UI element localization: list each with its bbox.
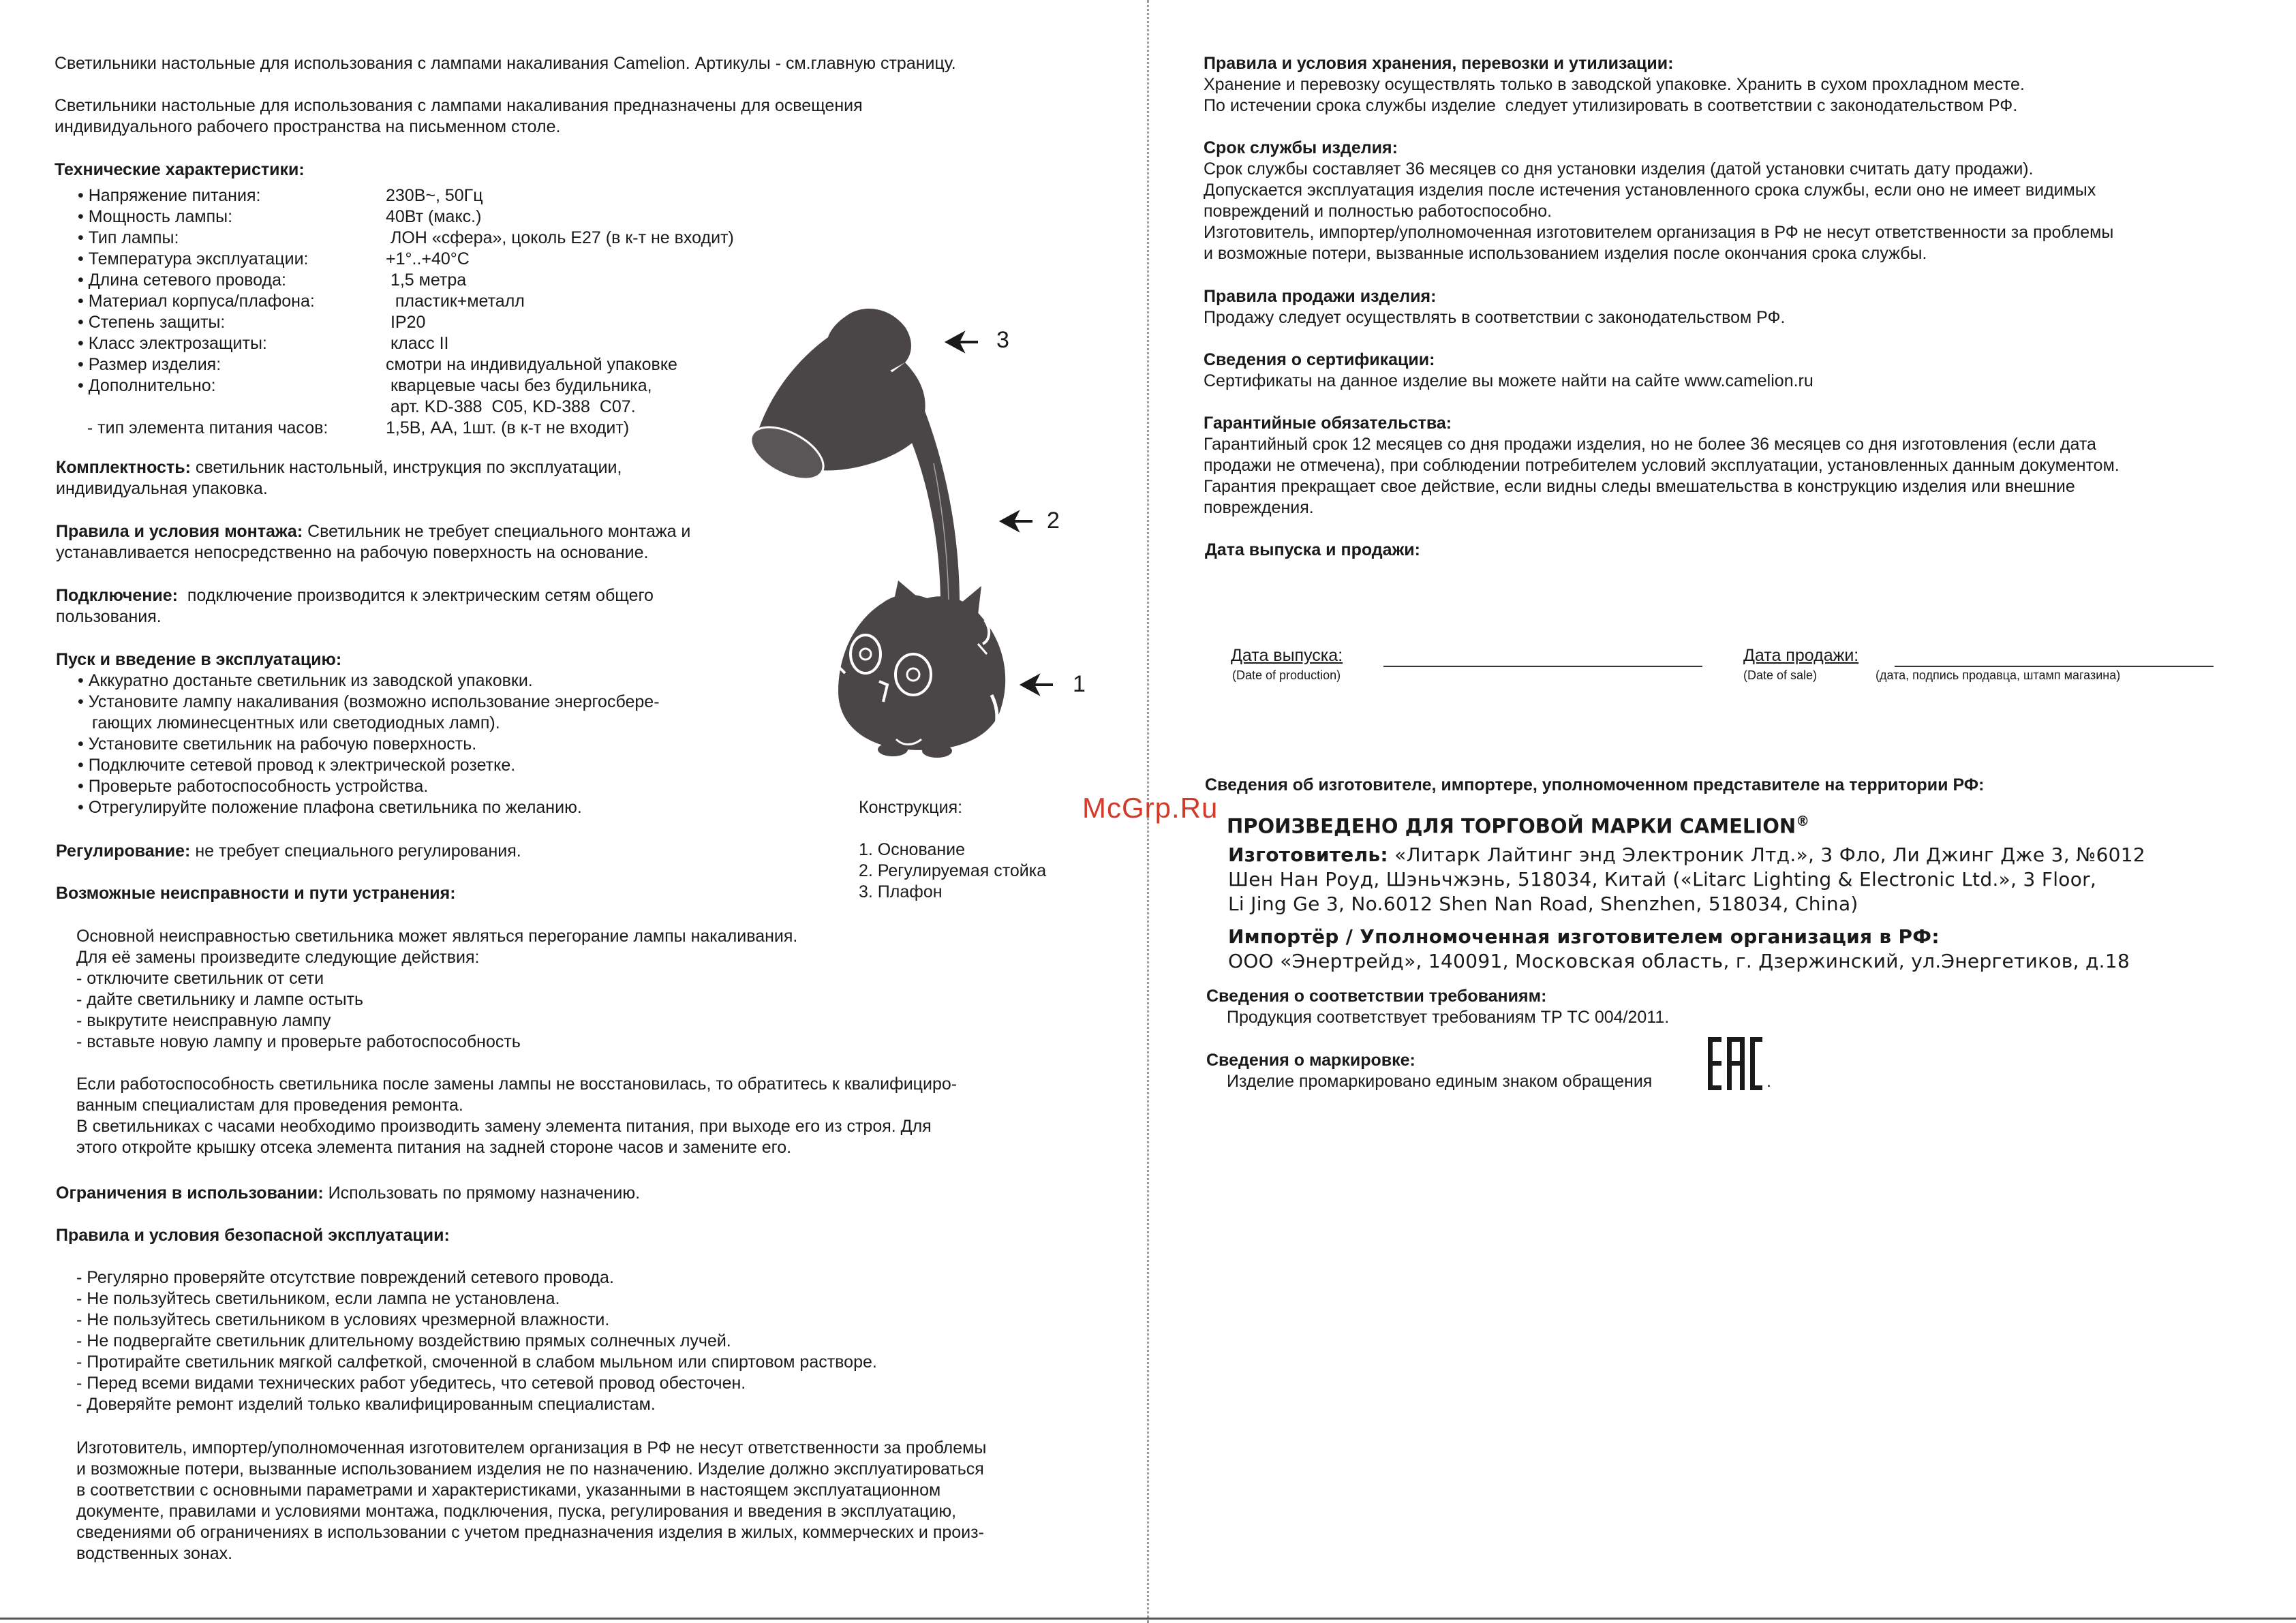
limits-text: Использовать по прямому назначению. xyxy=(323,1184,641,1203)
marking-text: Изделие промаркировано единым знаком обращения xyxy=(1227,1072,1653,1091)
start-list-item: • Установите лампу накаливания (возможно использование энергосбере- xyxy=(78,692,660,711)
dates-heading: Дата выпуска и продажи: xyxy=(1205,540,1420,559)
faults-line: этого откройте крышку отсека элемента питания на задней стороне часов и замените его. xyxy=(76,1138,792,1157)
made-for-line xyxy=(1227,808,1809,839)
life-line: и возможные потери, вызванные использованием изделия после окончания срока службы. xyxy=(1204,244,1927,263)
spec-label: • Дополнительно: xyxy=(78,376,216,395)
lamp-illustration xyxy=(743,300,1111,777)
faults-line: В светильниках с часами необходимо производить замену элемента питания, при выходе его из строя. Для xyxy=(76,1117,932,1136)
production-date-label: Дата выпуска: xyxy=(1231,646,1343,665)
safety-rule: - Не подвергайте светильник длительному воздействию прямых солнечных лучей. xyxy=(76,1331,731,1350)
disclaimer-line: сведениями об ограничениях в использовании с учетом предназначения изделия в жилых, коммерческих и произ- xyxy=(76,1523,984,1542)
storage-text-1: Хранение и перевозку осуществлять только в заводской упаковке. Хранить в сухом прохладном месте. xyxy=(1204,75,2025,94)
spec-value: 40Вт (макс.) xyxy=(386,207,482,226)
made-for-text: ПРОИЗВЕДЕНО ДЛЯ ТОРГОВОЙ МАРКИ CAMELION xyxy=(1227,814,1796,838)
sale-date-label: Дата продажи: xyxy=(1743,646,1859,665)
intro-line-2a: Светильники настольные для использования с лампами накаливания предназначены для освещения xyxy=(55,96,863,115)
faults-line: Для её замены произведите следующие действия: xyxy=(76,948,480,967)
faults-line: - дайте светильнику и лампе остыть xyxy=(76,990,364,1009)
figure-caption-2: 2. Регулируемая стойка xyxy=(859,861,1047,880)
faults-line: - выкрутите неисправную лампу xyxy=(76,1011,331,1030)
importer-label: Импортёр / Уполномоченная изготовителем организация в РФ: xyxy=(1228,925,1940,948)
spec-value: кварцевые часы без будильника, xyxy=(386,376,652,395)
spec-value: смотри на индивидуальной упаковке xyxy=(386,355,677,374)
spec-value: арт. KD-388 C05, KD-388 C07. xyxy=(386,397,636,416)
maker-text-2: Шен Нан Роуд, Шэньчжэнь, 518034, Китай («Litarc Lighting & Electronic Ltd.», 3 Floor, xyxy=(1228,868,2097,891)
regulation-line xyxy=(56,841,521,862)
start-list-item: • Проверьте работоспособность устройства. xyxy=(78,777,429,796)
start-list-item: • Отрегулируйте положение плафона светильника по желанию. xyxy=(78,798,582,817)
disclaimer-line: и возможные потери, вызванные использованием изделия не по назначению. Изделие должно эксплуатироваться xyxy=(76,1459,984,1479)
life-line: Допускается эксплуатация изделия после истечения установленного срока службы, если оно не имеет видимых xyxy=(1204,181,2096,200)
spec-value: 1,5 метра xyxy=(386,270,467,290)
spec-value: +1°..+40°С xyxy=(386,249,470,268)
spec-label: • Степень защиты: xyxy=(78,313,226,332)
start-list-item: • Аккуратно достаньте светильник из заводской упаковки. xyxy=(78,671,533,690)
figure-label-3: 3 xyxy=(996,327,1009,353)
faults-line: Основной неисправностью светильника может являться перегорание лампы накаливания. xyxy=(76,927,798,946)
spec-label: • Размер изделия: xyxy=(78,355,221,374)
spec-value: пластик+металл xyxy=(386,292,525,311)
spec-label: • Тип лампы: xyxy=(78,228,179,247)
figure-label-2: 2 xyxy=(1047,508,1060,534)
intro-line-1: Светильники настольные для использования с лампами накаливания Camelion. Артикулы - см.главную страницу. xyxy=(55,54,956,73)
life-line: Изготовитель, импортер/уполномоченная изготовителем организация в РФ не несут ответственности за проблемы xyxy=(1204,223,2114,242)
spec-label: • Мощность лампы: xyxy=(78,207,233,226)
safety-rule: - Доверяйте ремонт изделий только квалифицированным специалистам. xyxy=(76,1395,656,1414)
life-line: повреждений и полностью работоспособно. xyxy=(1204,202,1552,221)
limits-line xyxy=(56,1183,640,1204)
life-line: Срок службы составляет 36 месяцев со дня установки изделия (датой установки считать дату продажи). xyxy=(1204,159,2034,179)
connect-text-1: подключение производится к электрическим сетям общего xyxy=(178,586,654,605)
spec-value: ЛОН «сфера», цоколь Е27 (в к-т не входит) xyxy=(386,228,734,247)
mount-text-1: Светильник не требует специального монтажа и xyxy=(303,522,691,541)
maker-label: Изготовитель: xyxy=(1228,844,1388,866)
maker-text-1: «Литарк Лайтинг энд Электроник Лтд.», 3 Фло, Ли Джинг Дже 3, №6012 xyxy=(1388,844,2146,866)
sale-date-note: (дата, подпись продавца, штамп магазина) xyxy=(1876,668,2121,682)
connect-block xyxy=(56,585,654,628)
faults-line: Если работоспособность светильника после замены лампы не восстановилась, то обратитесь к квалифициро- xyxy=(76,1075,958,1094)
spec-value: 230В~, 50Гц xyxy=(386,186,483,205)
safety-rule: - Не пользуйтесь светильником, если лампа не установлена. xyxy=(76,1289,560,1308)
warranty-text xyxy=(1204,434,2119,519)
faults-line xyxy=(76,1053,957,1074)
safety-rule: - Регулярно проверяйте отсутствие повреждений сетевого провода. xyxy=(76,1268,614,1287)
spec-value: IP20 xyxy=(386,313,426,332)
production-date-field[interactable] xyxy=(1383,666,1702,667)
intro-line-2b: индивидуального рабочего пространства на письменном столе. xyxy=(55,117,561,136)
limits-heading: Ограничения в использовании: xyxy=(56,1184,324,1203)
disclaimer-line: Изготовитель, импортер/уполномоченная изготовителем организация в РФ не несут ответственности за проблемы xyxy=(76,1438,987,1457)
disclaimer-line: водственных зонах. xyxy=(76,1544,233,1563)
life-heading: Срок службы изделия: xyxy=(1204,138,1398,157)
bottom-rule xyxy=(0,1618,2296,1620)
specs-heading: Технические характеристики: xyxy=(55,160,305,179)
mount-text-2: устанавливается непосредственно на рабочую поверхность на основание. xyxy=(56,543,649,562)
disclaimer-line: в соответствии с основными параметрами и характеристиками, указанными в настоящем эксплуатационном xyxy=(76,1481,941,1500)
figure-label-1: 1 xyxy=(1073,671,1086,697)
watermark: McGrp.Ru xyxy=(1082,792,1219,824)
conform-text: Продукция соответствует требованиям ТР ТС 004/2011. xyxy=(1227,1008,1670,1027)
safety-rule: - Не пользуйтесь светильником в условиях чрезмерной влажности. xyxy=(76,1310,610,1329)
complect-text-1: светильник настольный, инструкция по эксплуатации, xyxy=(190,458,622,477)
marking-heading: Сведения о маркировке: xyxy=(1206,1051,1415,1070)
warranty-line: Гарантийный срок 12 месяцев со дня продажи изделия, но не более 36 месяцев со дня изготовления (если дата xyxy=(1204,435,2096,454)
warranty-line: продажи не отмечена), при соблюдении потребителем условий эксплуатации, установленных данным документом. xyxy=(1204,456,2119,475)
mount-block xyxy=(56,521,690,563)
maker-text-3: Li Jing Ge 3, No.6012 Shen Nan Road, Shenzhen, 518034, China) xyxy=(1228,893,1858,915)
faults-line: ванным специалистам для проведения ремонта. xyxy=(76,1096,463,1115)
disclaimer-line: документе, правилами и условиями монтажа, подключения, пуска, регулирования и введения в эксплуатацию, xyxy=(76,1502,957,1521)
cert-text: Сертификаты на данное изделие вы можете найти на сайте www.camelion.ru xyxy=(1204,371,1813,390)
start-list xyxy=(78,670,660,818)
maker-section-heading: Сведения об изготовителе, импортере, уполномоченном представителе на территории РФ: xyxy=(1205,775,1985,794)
warranty-line: Гарантия прекращает свое действие, если видны следы вмешательства в конструкцию изделия или внешние xyxy=(1204,477,2075,496)
sale-date-field[interactable] xyxy=(1895,666,2214,667)
storage-heading: Правила и условия хранения, перевозки и утилизации: xyxy=(1204,54,1674,73)
spec-label: • Материал корпуса/плафона: xyxy=(78,292,315,311)
start-list-item: гающих люминесцентных или светодиодных ламп). xyxy=(78,713,500,732)
figure-caption-1: 1. Основание xyxy=(859,840,966,859)
cert-heading: Сведения о сертификации: xyxy=(1204,350,1435,369)
safety-rule: - Протирайте светильник мягкой салфеткой, смоченной в слабом мыльном или спиртовом растворе. xyxy=(76,1352,877,1372)
complect-block xyxy=(56,457,778,499)
sale-date-sublabel: (Date of sale) xyxy=(1743,668,1818,682)
life-text xyxy=(1204,159,2113,264)
connect-text-2: пользования. xyxy=(56,607,162,626)
marking-end: . xyxy=(1766,1072,1771,1091)
sale-rules-text: Продажу следует осуществлять в соответствии с законодательством РФ. xyxy=(1204,308,1786,327)
faults-list xyxy=(76,926,957,1158)
regulation-text: не требует специального регулирования. xyxy=(190,841,521,861)
figure-caption-heading: Конструкция: xyxy=(859,798,963,817)
figure-caption-3: 3. Плафон xyxy=(859,882,943,901)
maker-line-1 xyxy=(1228,843,2145,867)
start-list-item: • Установите светильник на рабочую поверхность. xyxy=(78,735,477,754)
safety-rule: - Перед всеми видами технических работ убедитесь, что сетевой провод обесточен. xyxy=(76,1374,746,1393)
start-list-item: • Подключите сетевой провод к электрической розетке. xyxy=(78,756,516,775)
storage-text-2: По истечении срока службы изделие следует утилизировать в соответствии с законодательством РФ. xyxy=(1204,96,2018,115)
faults-line: - отключите светильник от сети xyxy=(76,969,324,988)
start-heading: Пуск и введение в эксплуатацию: xyxy=(56,650,342,669)
spec-label: • Длина сетевого провода: xyxy=(78,270,286,290)
complect-text-2: индивидуальная упаковка. xyxy=(56,479,268,498)
conform-heading: Сведения о соответствии требованиям: xyxy=(1206,987,1547,1006)
safe-list xyxy=(76,1267,877,1415)
spec-value: класс II xyxy=(386,334,449,353)
safe-heading: Правила и условия безопасной эксплуатации: xyxy=(56,1226,450,1245)
connect-heading: Подключение: xyxy=(56,586,178,605)
production-date-sublabel: (Date of production) xyxy=(1232,668,1341,682)
warranty-heading: Гарантийные обязательства: xyxy=(1204,414,1452,433)
regulation-heading: Регулирование: xyxy=(56,841,191,861)
spec-label: - тип элемента питания часов: xyxy=(78,418,328,437)
spec-label: • Температура эксплуатации: xyxy=(78,249,309,268)
faults-line: - вставьте новую лампу и проверьте работоспособность xyxy=(76,1032,521,1051)
spec-value: 1,5В, АА, 1шт. (в к-т не входит) xyxy=(386,418,630,437)
spec-label: • Напряжение питания: xyxy=(78,186,261,205)
disclaimer-block xyxy=(76,1438,986,1564)
registered-mark: ® xyxy=(1796,813,1810,829)
faults-heading: Возможные неисправности и пути устранения: xyxy=(56,884,456,903)
mount-heading: Правила и условия монтажа: xyxy=(56,522,303,541)
sale-rules-heading: Правила продажи изделия: xyxy=(1204,287,1437,306)
spec-label: • Класс электрозащиты: xyxy=(78,334,267,353)
complect-heading: Комплектность: xyxy=(56,458,191,477)
eac-logo xyxy=(1708,1037,1762,1090)
warranty-line: повреждения. xyxy=(1204,498,1314,517)
importer-text: ООО «Энертрейд», 140091, Московская область, г. Дзержинский, ул.Энергетиков, д.18 xyxy=(1228,950,2130,972)
